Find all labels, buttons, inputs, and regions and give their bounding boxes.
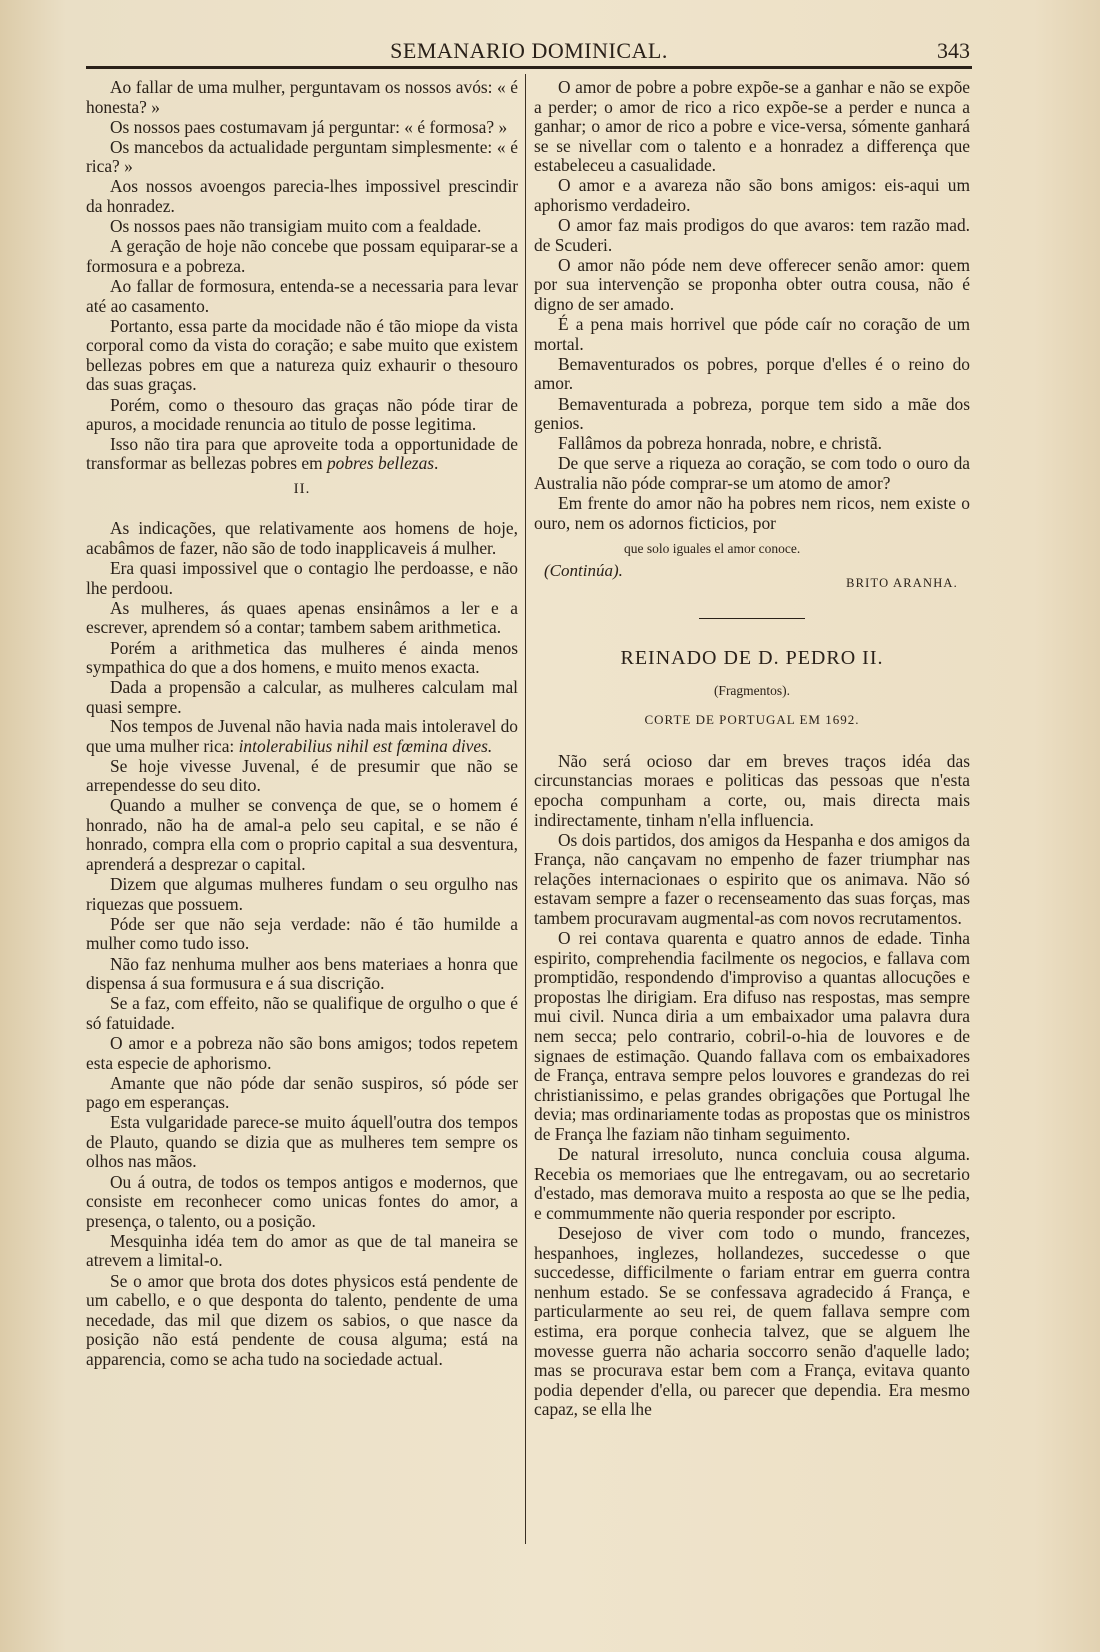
paragraph: Aos nossos avoengos parecia-lhes impossivel prescindir da honradez.	[86, 176, 518, 217]
paragraph: Os dois partidos, dos amigos da Hespanha e dos amigos da França, não cançavam no empenho de fazer triumphar nas relações internacionaes o espirito que os animava. Não só estavam sempre a fazer o recenseamento das suas forças, mas tambem procuravam augmental-as com novos recrutamentos.	[534, 829, 970, 928]
paragraph: Porém a arithmetica das mulheres é ainda menos sympathica do que a dos homens, e muito menos exacta.	[86, 637, 518, 678]
page-number: 343	[937, 38, 970, 63]
right-paragraphs-part2	[534, 752, 970, 1420]
paragraph: Esta vulgaridade parece-se muito áquell'outra dos tempos de Plauto, quando se dizia que as mulheres tem sempre os olhos nas mãos.	[86, 1112, 518, 1172]
paragraph: Dizem que algumas mulheres fundam o seu orgulho nas riquezas que possuem.	[86, 874, 518, 914]
paragraph: É a pena mais horrivel que póde caír no coração de um mortal.	[534, 314, 970, 354]
paragraph: Bemaventurada a pobreza, porque tem sido a mãe dos genios.	[534, 393, 970, 434]
paragraph-text: Nos tempos de Juvenal não havia nada mais intoleravel do que uma mulher rica:	[86, 716, 518, 756]
paragraph: Se hoje vivesse Juvenal, é de presumir que não se arrependesse do seu dito.	[86, 755, 518, 796]
paragraph	[86, 435, 518, 474]
paragraph: As mulheres, ás quaes apenas ensinâmos a ler e a escrever, aprendem só a contar; tambem sabem arithmetica.	[86, 597, 518, 638]
paragraph: Ao fallar de formosura, entenda-se a necessaria para levar até ao casamento.	[86, 275, 518, 316]
column-divider	[525, 74, 526, 1544]
article-title: REINADO DE D. PEDRO II.	[620, 646, 884, 669]
left-column	[86, 78, 518, 1370]
paragraph: Mesquinha idéa tem do amor as que de tal maneira se atrevem a limital-o.	[86, 1230, 518, 1271]
paragraph: Fallâmos da pobreza honrada, nobre, e christã.	[558, 433, 883, 454]
paragraph: O amor e a pobreza não são bons amigos; todos repetem esta especie de aphorismo.	[86, 1032, 518, 1073]
section-separator	[699, 618, 805, 619]
right-paragraphs-part1	[534, 78, 970, 533]
paragraph: Se o amor que brota dos dotes physicos está pendente de um cabello, e o que desponta do talento, pendente de uma necedade, das mil que dizem os sabios, o que nasce da posição não está pendente de cousa alguma; está na apparencia, como se acha tudo na sociedade actual.	[86, 1270, 518, 1369]
latin-quote: intolerabilius nihil est fœmina dives.	[238, 736, 493, 756]
paragraph: Era quasi impossivel que o contagio lhe perdoasse, e não lhe perdoou.	[86, 558, 518, 598]
paragraph: Os mancebos da actualidade perguntam simplesmente: « é rica? »	[86, 136, 518, 177]
page-header	[86, 34, 972, 66]
paragraph: De natural irresoluto, nunca concluia cousa alguma. Recebia os memoriaes que lhe entregavam, ou ao secretario d'estado, mas demorava muito a resposta ao que se lhe pedia, e commummente não queria responder por escripto.	[534, 1144, 970, 1223]
continua-note: (Continúa).	[544, 560, 623, 580]
paragraph: Em frente do amor não ha pobres nem ricos, nem existe o ouro, nem os adornos ficticios, por	[534, 492, 970, 533]
paragraph: Póde ser que não seja verdade: não é tão humilde a mulher como tudo isso.	[86, 913, 518, 954]
paragraph: O rei contava quarenta e quatro annos de edade. Tinha espirito, comprehendia facilmente os negocios, e fallava com promptidão, respondendo d'improviso a quantas allocuções e propostas lhe dirigiam. Era difuso nas respostas, mas sempre mui civil. Nunca diria a um embaixador uma palavra dura nem secca; pelo contrario, cobril-o-hia de louvores e de signaes de estimação. Quando fallava com os embaixadores de França, entrava sempre pelos louvores e grandezas do rei christianissimo, e pelas grandes obrigações que Portugal lhe devia; mas ordinariamente todas as propostas que os ministros de França lhe faziam não tinham seguimento.	[534, 928, 970, 1144]
paragraph: Amante que não póde dar senão suspiros, só póde ser pago em esperanças.	[86, 1072, 518, 1113]
left-paragraphs-part1	[86, 78, 518, 435]
paragraph: Se a faz, com effeito, não se qualifique de orgulho o que é só fatuidade.	[86, 993, 518, 1033]
paragraph: Porém, como o thesouro das graças não póde tirar de apuros, a mocidade renuncia ao titulo de posse legitima.	[86, 394, 518, 435]
paragraph: Bemaventurados os pobres, porque d'elles é o reino do amor.	[534, 353, 970, 394]
running-title: SEMANARIO DOMINICAL.	[390, 38, 668, 63]
paragraph-juvenal	[86, 717, 518, 756]
section-number: II.	[293, 480, 311, 497]
paragraph: Dada a propensão a calcular, as mulheres calculam mal quasi sempre.	[86, 677, 518, 717]
paragraph: O amor faz mais prodigos do que avaros: tem razão mad. de Scuderi.	[534, 215, 970, 255]
italic-phrase: pobres bellezas	[326, 453, 435, 474]
paragraph: As indicações, que relativamente aos homens de hoje, acabâmos de fazer, não são de todo inapplicaveis á mulher.	[86, 518, 518, 559]
paragraph: Os nossos paes costumavam já perguntar: « é formosa? »	[110, 116, 508, 137]
paragraph: Ou á outra, de todos os tempos antigos e modernos, que consiste em reconhecer como unicas fontes do amor, a presença, o talento, ou a posição.	[86, 1171, 518, 1231]
paragraph: O amor não póde nem deve offerecer senão amor: quem por sua intervenção se proponha obter outra cousa, não é digno de ser amado.	[534, 254, 970, 315]
header-rule	[86, 66, 972, 69]
right-column	[534, 78, 970, 1420]
article-subtitle: (Fragmentos).	[713, 682, 791, 698]
author-signature: BRITO ARANHA.	[846, 576, 958, 591]
paragraph: De que serve a riqueza ao coração, se com todo o ouro da Australia não póde comprar-se um atomo de amor?	[534, 453, 970, 493]
paragraph: Desejoso de viver com todo o mundo, francezes, hespanhoes, inglezes, hollandezes, succedesse o que succedesse, difficilmente o fariam entrar em guerra contra nenhum estado. Se se confessava agradecido á França, e particularmente ao seu rei, de quem fallava sempre com estima, era porque conhecia talvez, que se alguem lhe movesse guerra não acharia soccorro senão d'aquelle lado; mas se procurava estar bem com a França, evitava quanto podia depender d'ella, ou parecer que dependia. Era mesmo capaz, se ella lhe	[534, 1222, 970, 1420]
left-paragraphs-part3	[86, 757, 518, 1370]
paragraph: O amor e a avareza não são bons amigos: eis-aqui um aphorismo verdadeiro.	[534, 175, 970, 216]
paragraph: Não será ocioso dar em breves traços idéa das circunstancias moraes e politicas das pessoas que n'esta epocha compunham a corte, ou, mais directa mais indirectamente, tinham n'ella influencia.	[534, 750, 970, 830]
paragraph: Portanto, essa parte da mocidade não é tão miope da vista corporal como da vista do coração; e sabe muito que existem bellezas pobres em que a natureza quiz exhaurir o thesouro das suas graças.	[86, 315, 518, 395]
article-kicker: CORTE DE PORTUGAL EM 1692.	[644, 712, 860, 728]
left-paragraphs-part2	[86, 519, 518, 717]
paragraph: O amor de pobre a pobre expõe-se a ganhar e não se expõe a perder; o amor de rico a rico expõe-se a perder e nunca a ganhar; o amor de rico a pobre e vice-versa, sómente ganhará se se nivellar com o talento e a honradez a differença que estabeleceu a casualidade.	[534, 77, 970, 176]
paragraph-end: .	[434, 453, 439, 474]
paragraph: Não faz nenhuma mulher aos bens materiaes a honra que dispensa á sua formusura e á sua discrição.	[86, 953, 518, 994]
paragraph: Os nossos paes não transigiam muito com a fealdade.	[110, 216, 482, 237]
spanish-quote: que solo iguales el amor conoce.	[624, 541, 801, 557]
paragraph: A geração de hoje não concebe que possam equiparar-se a formosura e a pobreza.	[86, 236, 518, 276]
paragraph-text: Isso não tira para que aproveite toda a opportunidade de transformar as bellezas pobres em	[86, 433, 518, 474]
paragraph: Ao fallar de uma mulher, perguntavam os nossos avós: « é honesta? »	[86, 77, 518, 117]
paragraph: Quando a mulher se convença de que, se o homem é honrado, não ha de amal-a pelo seu capital, e se não é honrado, compra ella com o proprio capital a sua desventura, aprenderá a desprezar o capital.	[86, 795, 518, 875]
